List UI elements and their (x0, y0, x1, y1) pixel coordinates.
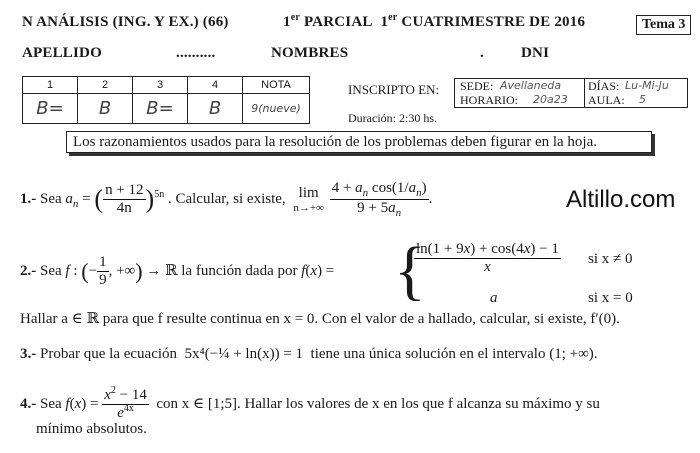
grade-header: 2 (78, 77, 133, 94)
duration: Duración: 2:30 hs. (348, 111, 437, 125)
problem-4: 4.- Sea f(x) = $\frac{x^2 - 14}{e^{4x}}$ con x ∈ [1;5]. Hallar los valores de x en los que f alcanza su máximo y su (20, 385, 600, 421)
problem-3-text-after: tiene una única solución en el intervalo (1; +∞). (310, 346, 598, 362)
grade-value-nota: 9(nueve) (243, 94, 310, 124)
grades-table (22, 76, 310, 124)
problem-3-equation: 5x⁴(−¼ + ln(x)) = 1 (184, 346, 304, 362)
aula-value: 5 (639, 93, 646, 106)
problem-1: 1.- Sea $a_n$ = ( $\frac{n + 12}{4n}$ )$^{5n}$ . Calcular, si existe, lim n→+∞ $\frac{4 + a_n \cos(1/a_n)}{9 + 5a_n}$ . (20, 180, 433, 219)
problem-1-number: 1.- (20, 190, 37, 207)
inscripto-label: INSCRIPTO EN: (348, 82, 440, 97)
tema-badge: Tema 3 (636, 15, 691, 35)
problem-4-line-2: mínimo absolutos. (36, 421, 147, 437)
problem-3-text-before: Probar que la ecuación (40, 346, 178, 362)
grade-value: B (78, 94, 133, 124)
dias-label: DÍAS: (584, 79, 619, 94)
sede-label: SEDE: (460, 79, 494, 93)
nombres-label: NOMBRES (271, 45, 349, 61)
sede-value: Avellaneda (500, 79, 562, 92)
problem-2-case-1-cond: si x ≠ 0 (588, 251, 633, 267)
problem-4-text-after: con x ∈ [1;5]. Hallar los valores de x en los que f alcanza su máximo y su (156, 395, 600, 412)
horario-value: 20a23 (533, 93, 568, 106)
aula-label: AULA: (584, 93, 625, 108)
enrollment-box (454, 78, 688, 108)
reasoning-note: Los razonamientos usados para la resolución de los problemas deben figurar en la hoja. (66, 131, 652, 153)
problem-2-case-2-value: a (490, 290, 498, 306)
grade-value: B= (133, 94, 188, 124)
exam-title: 1er PARCIAL 1er CUATRIMESTRE DE 2016 (283, 12, 586, 30)
horario-label: HORARIO: (460, 93, 519, 107)
dias-value: Lu-Mi-Ju (625, 79, 669, 92)
dni-label: DNI (521, 45, 550, 61)
nombres-dot: . (480, 45, 484, 61)
piecewise-brace: { (394, 234, 426, 307)
watermark: Altillo.com (566, 186, 676, 213)
problem-2-case-1: $\frac{\ln(1 + 9x) + \cos(4x) - 1}{x}$ (416, 241, 559, 275)
problem-2: 2.- Sea f : (− $\frac{1}{9}$ , +∞) → ℝ la función dada por f(x) = (20, 254, 335, 288)
grade-header: 1 (23, 77, 78, 94)
problem-2-domain-text: → ℝ la función dada por (146, 262, 298, 279)
problem-1-base: $\frac{n + 12}{4n}$ (105, 182, 144, 216)
problem-4-intro: Sea (40, 395, 62, 412)
problem-1-mid: . Calcular, si existe, (167, 190, 286, 207)
problem-2-number: 2.- (20, 262, 37, 279)
grade-header: 3 (133, 77, 188, 94)
problem-4-number: 4.- (20, 395, 37, 412)
apellido-label: APELLIDO (22, 45, 102, 61)
grade-value: B= (23, 94, 78, 124)
grade-value: B (188, 94, 243, 124)
problem-2-case-2-cond: si x = 0 (588, 290, 633, 306)
grade-header: 4 (188, 77, 243, 94)
problem-1-intro: Sea (40, 190, 62, 207)
problem-2-intro: Sea (40, 262, 62, 279)
problem-1-limit: lim n→+∞ (293, 185, 324, 214)
problem-4-fraction: $\frac{x^2 - 14}{e^{4x}}$ (104, 385, 147, 421)
problem-1-fraction: $\frac{4 + a_n \cos(1/a_n)}{9 + 5a_n}$ (331, 180, 427, 219)
course-title: N ANÁLISIS (ING. Y EX.) (66) (22, 14, 229, 30)
apellido-dots: .......... (176, 45, 216, 61)
grade-header-nota: NOTA (243, 77, 310, 94)
problem-3-number: 3.- (20, 346, 37, 362)
problem-3 (20, 346, 598, 363)
problem-2-line-2: Hallar a ∈ ℝ para que f resulte continua en x = 0. Con el valor de a hallado, calcular, si existe, f′(0). (20, 311, 620, 327)
